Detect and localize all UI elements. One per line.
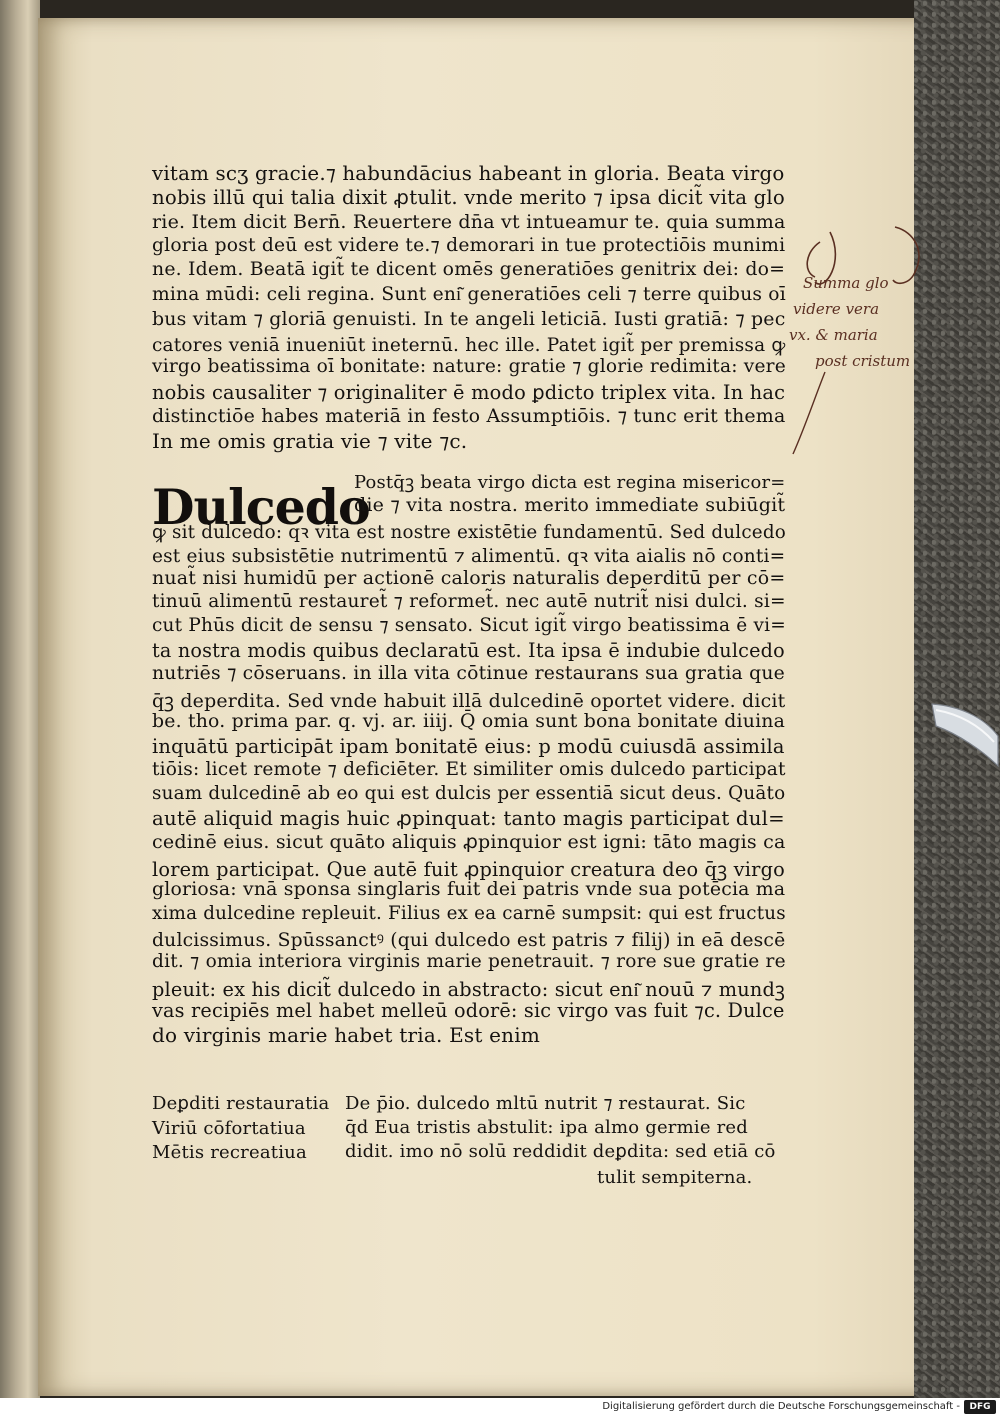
text-line: distinctiōe habes materiā in festo Assumptiōis. ⁊ tunc erit thema	[152, 405, 786, 427]
clip-shape	[928, 696, 1000, 776]
marginalia-line: vx. & maria	[789, 326, 878, 344]
text-line: autē aliquid magis huic ꝓpinquat: tanto magis participat dul=	[152, 807, 785, 830]
table-left-cell: Deꝑditi restauratia	[152, 1093, 330, 1114]
text-line: mina mūdi: celi regina. Sunt eni͂ generatiōes celi ⁊ terre quibus oī	[152, 283, 786, 305]
text-line: lorem participat. Que autē fuit ꝓpinquior creatura deo q̄ꝫ virgo	[152, 858, 785, 881]
initial-side-line: Postq̄ꝫ beata virgo dicta est regina misericor=	[354, 472, 786, 493]
text-line: inquātū participāt ipam bonitatē eius: p modū cuiusdā assimila	[152, 735, 785, 758]
text-line: catores veniā inueniūt ineternū. hec ille. Patet igit̃ per premissa ꝙ	[152, 335, 786, 357]
text-line: vitam scʒ gracie.⁊ habundācius habeant in gloria. Beata virgo	[152, 162, 785, 185]
text-line: dulcissimus. Spūssanctꝰ (qui dulcedo est patris ⁊ filij) in eā descē	[152, 930, 786, 951]
table-right-line: q̄d Eua tristis abstulit: ipa almo germie red	[345, 1117, 748, 1138]
text-line: vas recipiēs mel habet melleū odorē: sic virgo vas fuit ⁊c. Dulce	[152, 999, 785, 1022]
marginalia-line: videre vera	[793, 300, 880, 318]
table-left-cell: Mētis recreatiua	[152, 1142, 307, 1163]
text-line: dit. ⁊ omia interiora virginis marie penetrauit. ⁊ rore sue gratie re	[152, 951, 786, 972]
text-line: est eius subsistētie nutrimentū ⁊ alimentū. qꝛ vita aialis nō conti=	[152, 546, 786, 567]
text-line: ne. Idem. Beatā igit̃ te dicent omēs generatiōes genitrix dei: do=	[152, 259, 786, 281]
initial-side-line: die ⁊ vita nostra. merito immediate subiūgit̃	[354, 494, 786, 517]
handwritten-marginalia	[785, 222, 950, 462]
text-line: virgo beatissima oī bonitate: nature: gratie ⁊ glorie redimita: vere	[152, 356, 786, 378]
text-line: cedinē eius. sicut quāto aliquis ꝓpinquior est igni: tāto magis ca	[152, 831, 786, 853]
table-right-line: tulit sempiterna.	[597, 1167, 753, 1188]
text-line: pleuit: ex his dicit̃ dulcedo in abstracto: sicut eni͂ nouū ⁊ mundꝫ	[152, 978, 786, 1001]
page-clip	[928, 696, 1000, 776]
text-line: be. tho. prima par. q. vj. ar. iiij. Q̄ omia sunt bona bonitate diuina	[152, 711, 786, 732]
text-line: do virginis marie habet tria. Est enim	[152, 1023, 541, 1047]
text-line: ꝙ sit dulcedo: qꝛ vita est nostre existētie fundamentū. Sed dulcedo	[152, 522, 786, 543]
text-line: nutriēs ⁊ cōseruans. in illa vita cōtinue restaurans sua gratia que	[152, 663, 785, 684]
text-line: nobis causaliter ⁊ originaliter ē modo ꝑdicto triplex vita. In hac	[152, 380, 786, 404]
funding-credit: Digitalisierung gefördert durch die Deutsche Forschungsgemeinschaft -	[602, 1401, 960, 1412]
marginalia-line: post cristum	[815, 352, 911, 370]
text-line: gloriosa: vnā sponsa singlaris fuit dei patris vnde sua potēcia ma	[152, 879, 786, 900]
initial-word-dulcedo: Dulcedo	[152, 478, 370, 536]
text-line: gloria post deū est videre te.⁊ demorari in tue protectiōis munimi	[152, 234, 786, 256]
text-line: ta nostra modis quibus declaratū est. Ita ipsa ē indubie dulcedo	[152, 639, 785, 662]
text-line: q̄ꝫ deperdita. Sed vnde habuit illā dulcedinē oportet videre. dicit	[152, 690, 786, 712]
marginalia-line: Summa glo	[803, 274, 889, 292]
text-line: tinuū alimentū restauret̃ ⁊ reformet̃. nec autē nutrit̃ nisi dulci. si=	[152, 591, 786, 612]
text-line: suam dulcedinē ab eo qui est dulcis per essentiā sicut deus. Quāto	[152, 783, 786, 804]
text-line: bus vitam ⁊ gloriā genuisti. In te angeli leticiā. Iusti gratiā: ⁊ pec	[152, 307, 786, 330]
previous-page-edge	[0, 0, 40, 1398]
table-right-line: De p̄io. dulcedo mltū nutrit ⁊ restaurat. Sic	[345, 1093, 746, 1114]
text-line: nobis illū qui talia dixit ꝓtulit. vnde merito ⁊ ipsa dicit̃ vita glo	[152, 186, 785, 210]
text-line: rie. Item dicit Bern̄. Reuertere dn̄a vt intueamur te. quia summa	[152, 210, 786, 233]
text-line: In me omis gratia vie ⁊ vite ⁊c.	[152, 429, 468, 454]
table-right-line: didit. imo nō solū reddidit deꝑdita: sed etiā cō	[345, 1141, 776, 1162]
text-line: nuat̃ nisi humidū per actionē caloris naturalis deperditū per cō=	[152, 567, 786, 589]
text-line: xima dulcedine repleuit. Filius ex ea carnē sumpsit: qui est fructus	[152, 903, 786, 924]
text-line: tiōis: licet remote ⁊ deficiēter. Et similiter omis dulcedo participat	[152, 759, 786, 780]
text-line: cut Phūs dicit de sensu ⁊ sensato. Sicut igit̃ virgo beatissima ē vi=	[152, 615, 786, 636]
footer-bar	[0, 1398, 1000, 1417]
dfg-logo: DFG	[964, 1400, 996, 1414]
table-left-cell: Viriū cōfortatiua	[152, 1117, 306, 1139]
